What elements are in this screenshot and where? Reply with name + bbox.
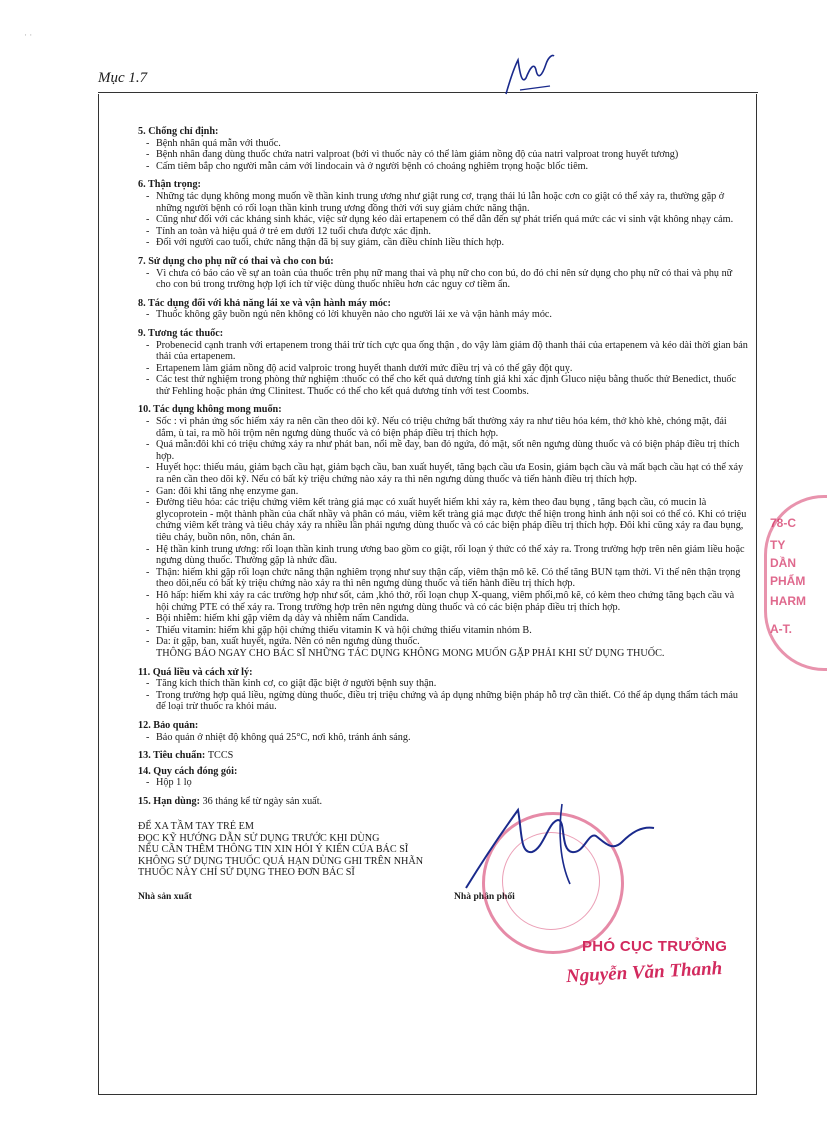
list-item: - Quá mẫn:đôi khi có triệu chứng xảy ra như phát ban, nổi mề đay, ban đỏ ngứa, đỏ mặt, sốt nên ngưng dùng thuốc và có biện pháp điều trị thích hợp. (146, 439, 748, 462)
section-title-text: 7. Sử dụng cho phụ nữ có thai và cho con bú: (138, 255, 334, 267)
edge-seal-text: PHẨM (770, 574, 806, 588)
list-item: - Gan: đôi khi tăng nhẹ enzyme gan. (146, 486, 748, 498)
warning-line: NẾU CẦN THÊM THÔNG TIN XIN HỎI Ý KIẾN CỦA BÁC SĨ (138, 844, 409, 856)
header-rule (98, 92, 758, 93)
section-title (138, 256, 748, 268)
list-item: - Trong trường hợp quá liều, ngừng dùng thuốc, điều trị triệu chứng và áp dụng những biện pháp hỗ trợ cần thiết. Có thể áp dụng thẩm tách máu để loại trừ thuốc ra khỏi máu. (146, 690, 748, 713)
section (138, 667, 748, 713)
main-signature (462, 792, 662, 902)
notice-line: THÔNG BÁO NGAY CHO BÁC SĨ NHỮNG TÁC DỤNG KHÔNG MONG MUỐN GẶP PHẢI KHI SỬ DỤNG THUỐC. (156, 647, 665, 659)
edge-seal-text: DẦN (770, 556, 796, 570)
section-value: 36 tháng kể từ ngày sản xuất. (202, 795, 323, 807)
list-item: - Hộp 1 lọ (146, 777, 748, 789)
section-title (138, 750, 748, 762)
section-title-text: 11. Quá liều và cách xử lý: (138, 666, 253, 678)
list-item: - Các test thử nghiệm trong phòng thử nghiệm :thuốc có thể cho kết quả dương tính giả khi xác định Gluco niệu bằng thuốc thử Benedict, thuốc thử Fehling hoặc phản ứng Clinitest. Thuốc có thể cho kết quả dương tính với test Coombs. (146, 374, 748, 397)
list-item: - Bệnh nhân đang dùng thuốc chứa natri valproat (bởi vì thuốc này có thể làm giảm nồng độ của natri valproat trong huyết tương) (146, 149, 748, 161)
section-title-text: 8. Tác dụng đối với khả năng lái xe và vận hành máy móc: (138, 297, 391, 309)
section (138, 126, 748, 172)
section-items (138, 268, 748, 291)
list-item: - Những tác dụng không mong muốn về thần kinh trung ương như giật rung cơ, trạng thái lú lẫn hoặc cơn co giật có thể xảy ra, thường gặp ở những người bệnh có rối loạn thần kinh trung ương đồng thời với suy giảm chức năng thận. (146, 191, 748, 214)
official-name: Nguyễn Văn Thanh (565, 957, 723, 988)
list-item: - Da: ít gặp, ban, xuất huyết, ngứa. Nên có nên ngưng dùng thuốc. (146, 636, 748, 648)
section (138, 328, 748, 398)
section-title (138, 720, 748, 732)
section-label: Mục 1.7 (98, 70, 148, 86)
section-items (138, 416, 748, 659)
list-item: - Hô hấp: hiếm khi xảy ra các trường hợp như sốt, cảm ,khó thở, rối loạn chụp X-quang, viêm phổi,mô kẽ, có kèm theo chứng tăng bạch cầu và hội chứng PTE có thể xảy ra. Trong trường hợp trên nên ngưng dùng thuốc và có các biện pháp điều trị thích hợp. (146, 590, 748, 613)
section (138, 766, 748, 789)
list-item: - Thuốc không gây buồn ngủ nên không có lời khuyên nào cho người lái xe và vận hành máy móc. (146, 309, 748, 321)
section-title (138, 298, 748, 310)
edge-seal-text: TY (770, 538, 786, 552)
section-title-text: 9. Tương tác thuốc: (138, 327, 224, 339)
warning-line: THUỐC NÀY CHỈ SỬ DỤNG THEO ĐƠN BÁC SĨ (138, 867, 355, 879)
section-title-text: 15. Hạn dùng: (138, 795, 200, 807)
section-title-text: 6. Thận trọng: (138, 179, 201, 191)
section-title-text: 14. Quy cách đóng gói: (138, 765, 238, 777)
list-item: - Probenecid cạnh tranh với ertapenem trong thải trừ tích cực qua ống thận , do vậy làm giảm độ thanh thải của ertapenem và kéo dài thời gian bán thải của ertapenem. (146, 340, 748, 363)
section-title (138, 328, 748, 340)
section (138, 720, 748, 743)
list-item: - Vì chưa có báo cáo về sự an toàn của thuốc trên phụ nữ mang thai và phụ nữ cho con bú, do đó chỉ nên sử dụng cho phụ nữ có thai và phụ nữ cho con bú trong trường hợp lợi ích từ việc dùng thuốc nhiều hơn các nguy cơ tiềm ẩn. (146, 268, 748, 291)
list-item: - Hệ thần kinh trung ương: rối loạn thần kinh trung ương bao gồm co giật, rối loạn ý thức có thể xảy ra. Trong trường hợp trên nên giảm liều hoặc ngưng dùng thuốc. Thường gặp là nhức đầu. (146, 544, 748, 567)
list-item: - Đối với người cao tuổi, chức năng thận đã bị suy giảm, cần điều chỉnh liều thích hợp. (146, 237, 748, 249)
section-items (138, 191, 748, 249)
edge-seal-text: A-T. (770, 622, 792, 636)
list-item: - Tăng kích thích thần kinh cơ, co giật đặc biệt ở người bệnh suy thận. (146, 678, 748, 690)
initials-signature (500, 50, 560, 100)
section-title (138, 667, 748, 679)
list-item: - Ertapenem làm giảm nồng độ acid valproic trong huyết thanh dưới mức điều trị và có thể gây đột quỵ. (146, 363, 748, 375)
list-item: - Huyết học: thiếu máu, giảm bạch cầu hạt, giảm bạch cầu, ban xuất huyết, tăng bạch cầu ưa Eosin, giảm bạch cầu và mất bạch cầu hạt có thể xảy ra nên cần theo dõi kỹ. Nếu có bất kỳ triệu chứng nào xảy ra thì nên ngưng dùng thuốc và tiến hành điều trị thích hợp. (146, 462, 748, 485)
manufacturer-label: Nhà sản xuất (138, 890, 192, 902)
sections-container (138, 126, 748, 807)
section-title (138, 404, 748, 416)
section-title (138, 126, 748, 138)
document-body (138, 126, 748, 902)
section-title-text: 5. Chống chỉ định: (138, 126, 219, 137)
section-items (138, 678, 748, 713)
list-item: - Tính an toàn và hiệu quả ở trẻ em dưới 12 tuổi chưa được xác định. (146, 226, 748, 238)
section-items (138, 138, 748, 173)
section (138, 179, 748, 249)
list-item: - Cấm tiêm bắp cho người mẫn cảm với lindocain và ở người bệnh có choáng nghiêm trọng hoặc blốc tiêm. (146, 161, 748, 173)
section-items (138, 732, 748, 744)
warning-line: ĐỌC KỸ HƯỚNG DẪN SỬ DỤNG TRƯỚC KHI DÙNG (138, 832, 380, 844)
section-items (138, 340, 748, 398)
list-item: - Bảo quản ở nhiệt độ không quá 25°C, nơi khô, tránh ánh sáng. (146, 732, 748, 744)
list-item: - Bệnh nhân quá mẫn với thuốc. (146, 138, 748, 150)
warning-line: ĐỂ XA TẦM TAY TRẺ EM (138, 821, 254, 833)
list-item: - Đường tiêu hóa: các triệu chứng viêm kết tràng giả mạc có xuất huyết hiếm khi xảy ra, kèm theo đau bụng , tăng bạch cầu, có mucin là glycoprotein - một thành phần của chất nhầy và phân có máu, viêm kết tràng giả mạc được thể hiện trong hình ảnh nội soi có thể có. Khi có triệu chứng viêm kết tràng và tiêu chảy xảy ra nhiều lần phải ngưng dùng thuốc và có các biện pháp điều trị thích hợp. Đôi khi cũng xảy ra đau bụng, tiêu chảy, buồn nôn, nôn, chán ăn. (146, 497, 748, 543)
section-items (138, 777, 748, 789)
section-title (138, 766, 748, 778)
section-items (138, 309, 748, 321)
section-value: TCCS (207, 750, 234, 762)
warning-line: KHÔNG SỬ DỤNG THUỐC QUÁ HẠN DÙNG GHI TRÊN NHÃN (138, 855, 424, 867)
section-title (138, 179, 748, 191)
list-item: - Thận: hiếm khi gặp rối loạn chức năng thận nghiêm trọng như suy thận cấp, viêm thận mô kẽ. Có thể tăng BUN tạm thời. Vì thế nên thận trọng theo dõi,nếu có bất kỳ triệu chứng nào xảy ra thì nên ngưng dùng thuốc và tiến hành điều trị thích hợp. (146, 567, 748, 590)
list-item: - Bội nhiễm: hiếm khi gặp viêm dạ dày và nhiễm nấm Candida. (146, 613, 748, 625)
edge-seal-text: 78-C (770, 516, 797, 530)
section-title-text: 13. Tiêu chuẩn: (138, 750, 206, 762)
official-title: PHÓ CỤC TRƯỞNG (582, 938, 728, 955)
list-item: - Thiếu vitamin: hiếm khi gặp hội chứng thiếu vitamin K và hội chứng thiếu vitamin nhóm B. (146, 625, 748, 637)
edge-seal-text: HARM (770, 594, 806, 608)
list-item: - Sốc : vì phản ứng sốc hiếm xảy ra nên cần theo dõi kỹ. Nếu có triệu chứng bất thường xảy ra như tiêu hóa kém, thở khò khè, chóng mặt, đái dắm, ù tai, ra mồ hôi trộm nên ngưng dùng thuốc và có biện pháp điều trị thích hợp. (146, 416, 748, 439)
section-title-text: 10. Tác dụng không mong muốn: (138, 404, 282, 416)
section (138, 256, 748, 291)
scan-marks: · · (24, 30, 33, 40)
section-title-text: 12. Bảo quản: (138, 719, 199, 731)
list-item: - Cũng như đối với các kháng sinh khác, việc sử dụng kéo dài ertapenem có thể dẫn đến sự phát triển quá mức các vi sinh vật không nhạy cảm. (146, 214, 748, 226)
section (138, 298, 748, 321)
section (138, 750, 748, 762)
section (138, 404, 748, 659)
distributor-label: Nhà phân phối (454, 890, 515, 902)
